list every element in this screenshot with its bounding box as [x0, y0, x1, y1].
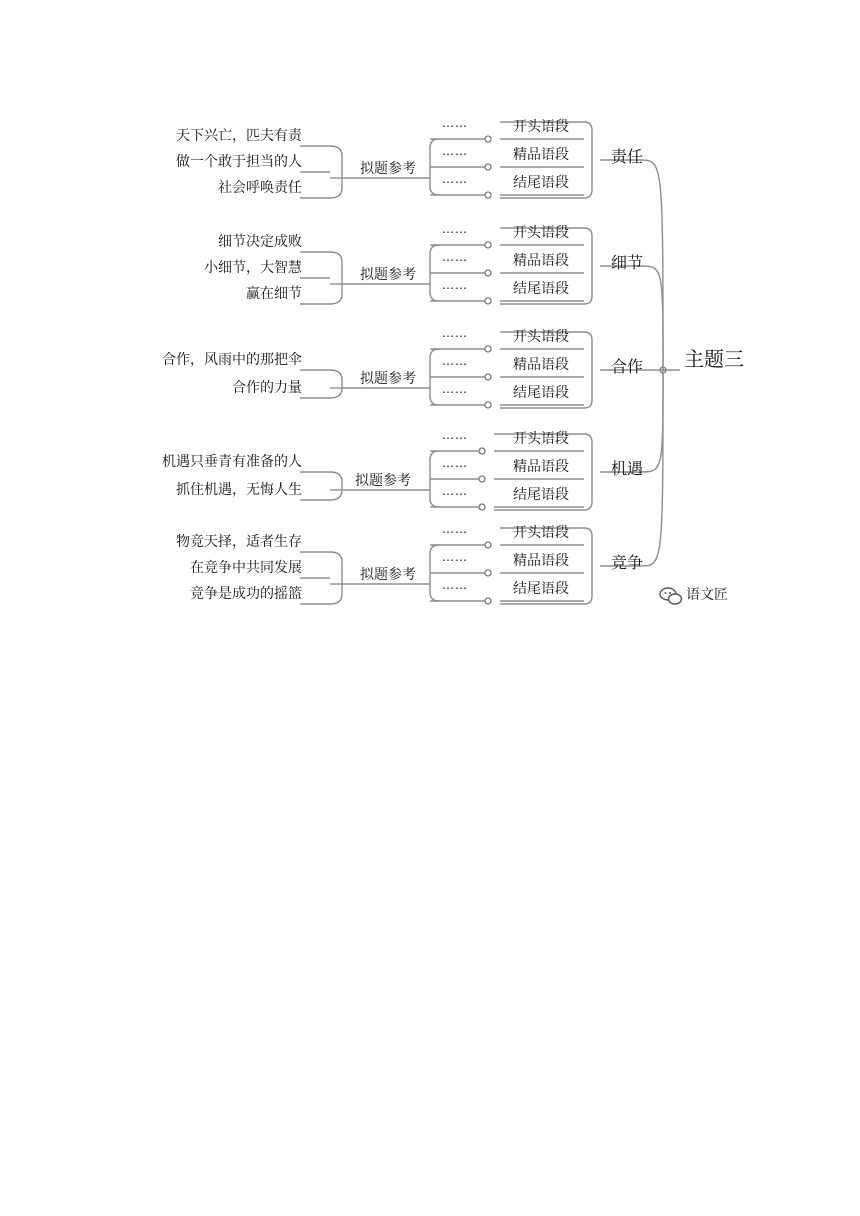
section-label: 开头语段 [513, 119, 569, 135]
root-topic: 主题三 [684, 347, 744, 371]
topic-label: 责任 [610, 147, 644, 166]
hub-bracket-top-4 [430, 545, 439, 573]
section-label: 开头语段 [513, 525, 569, 541]
trunk-link-4 [640, 370, 663, 566]
section-label: 精品语段 [513, 357, 569, 373]
section-dot [485, 270, 491, 276]
watermark-text: 语文匠 [686, 587, 728, 603]
topic-label: 合作 [610, 357, 644, 376]
section-dot [485, 242, 491, 248]
section-label: 开头语段 [513, 329, 569, 345]
section-label: 结尾语段 [513, 581, 569, 597]
title-bracket-1 [330, 252, 342, 304]
section-dot [485, 402, 491, 408]
title-bracket-4 [330, 552, 342, 604]
watermark [660, 587, 728, 604]
section-dot [479, 476, 485, 482]
hub-bracket-top-1 [430, 245, 439, 273]
section-dot [485, 570, 491, 576]
title-suggestion: 做一个敢于担当的人 [176, 154, 302, 170]
section-dot [485, 136, 491, 142]
section-dot [485, 542, 491, 548]
section-label: 精品语段 [513, 459, 569, 475]
section-dot [485, 598, 491, 604]
hub-label: 拟题参考 [355, 473, 411, 489]
hub-bracket-bottom-2 [430, 377, 439, 405]
hub-bracket-top-3 [430, 451, 439, 479]
section-dot [485, 164, 491, 170]
ellipsis-label: …… [442, 250, 468, 264]
section-label: 开头语段 [513, 431, 569, 447]
section-label: 结尾语段 [513, 487, 569, 503]
title-suggestion: 合作的力量 [232, 380, 302, 396]
ellipsis-label: …… [442, 144, 468, 158]
section-label: 精品语段 [513, 253, 569, 269]
title-suggestion: 机遇只垂青有准备的人 [162, 454, 302, 470]
hub-label: 拟题参考 [360, 161, 416, 177]
title-suggestion: 小细节，大智慧 [204, 260, 302, 276]
title-suggestion: 赢在细节 [246, 286, 302, 302]
ellipsis-label: …… [442, 578, 468, 592]
topic-label: 细节 [610, 253, 644, 272]
ellipsis-label: …… [442, 484, 468, 498]
ellipsis-label: …… [442, 116, 468, 130]
hub-label: 拟题参考 [360, 567, 416, 583]
trunk-link-0 [640, 160, 663, 370]
title-suggestion: 竞争是成功的摇篮 [190, 586, 302, 602]
section-dot [479, 448, 485, 454]
topic-label: 机遇 [610, 459, 644, 478]
ellipsis-label: …… [442, 172, 468, 186]
title-suggestion: 社会呼唤责任 [218, 180, 302, 196]
title-bracket-0 [330, 146, 342, 198]
section-dot [485, 346, 491, 352]
trunk-link-1 [640, 266, 663, 370]
hub-bracket-bottom-0 [430, 167, 439, 195]
section-label: 精品语段 [513, 553, 569, 569]
hub-bracket-bottom-3 [430, 479, 439, 507]
ellipsis-label: …… [442, 278, 468, 292]
hub-label: 拟题参考 [360, 371, 416, 387]
topic-label: 竞争 [610, 553, 644, 572]
ellipsis-label: …… [442, 326, 468, 340]
hub-label: 拟题参考 [360, 267, 416, 283]
section-dot [485, 192, 491, 198]
title-suggestion: 抓住机遇，无悔人生 [176, 482, 302, 498]
ellipsis-label: …… [442, 550, 468, 564]
section-label: 结尾语段 [513, 175, 569, 191]
wechat-icon [660, 588, 682, 604]
section-label: 精品语段 [513, 147, 569, 163]
title-suggestion: 物竞天择，适者生存 [176, 534, 302, 550]
section-dot [479, 504, 485, 510]
ellipsis-label: …… [442, 354, 468, 368]
section-label: 结尾语段 [513, 281, 569, 297]
title-suggestion: 在竞争中共同发展 [190, 560, 302, 576]
node-labels [162, 116, 744, 602]
ellipsis-label: …… [442, 428, 468, 442]
title-suggestion: 天下兴亡，匹夫有责 [176, 128, 302, 144]
ellipsis-label: …… [442, 382, 468, 396]
title-bracket-3 [330, 472, 342, 500]
hub-bracket-top-0 [430, 139, 439, 167]
title-suggestion: 合作，风雨中的那把伞 [162, 352, 302, 368]
ellipsis-label: …… [442, 456, 468, 470]
section-label: 开头语段 [513, 225, 569, 241]
hub-bracket-top-2 [430, 349, 439, 377]
title-bracket-2 [330, 370, 342, 398]
section-label: 结尾语段 [513, 385, 569, 401]
section-dot [485, 298, 491, 304]
trunk-link-3 [640, 370, 663, 472]
hub-bracket-bottom-4 [430, 573, 439, 601]
hub-bracket-bottom-1 [430, 273, 439, 301]
title-suggestion: 细节决定成败 [218, 234, 302, 250]
ellipsis-label: …… [442, 222, 468, 236]
section-dot [485, 374, 491, 380]
ellipsis-label: …… [442, 522, 468, 536]
